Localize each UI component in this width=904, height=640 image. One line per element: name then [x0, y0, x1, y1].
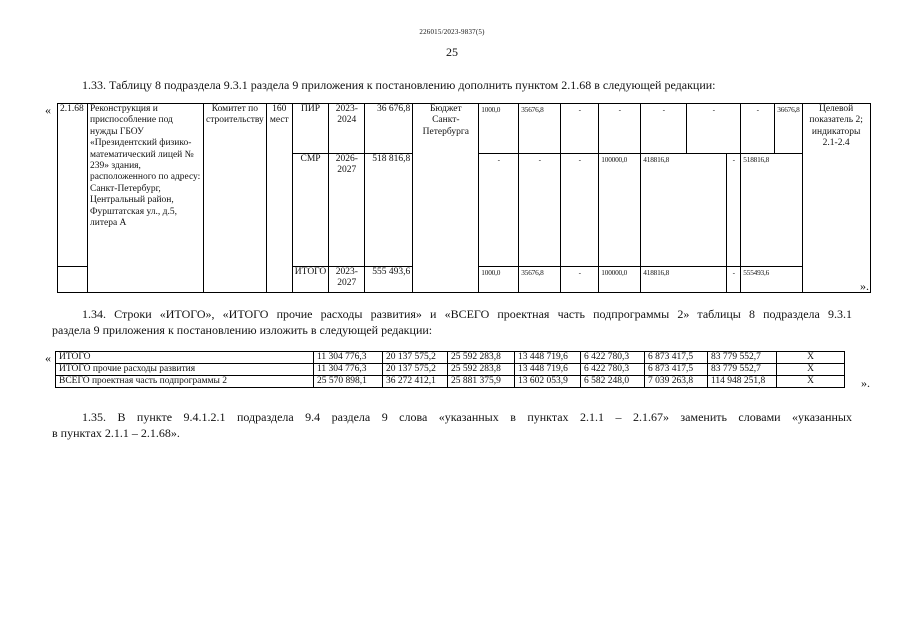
value-cell: 13 448 719,6	[515, 364, 581, 376]
row-label: ВСЕГО проектная часть подпрограммы 2	[56, 376, 314, 388]
object-name: Реконструкция и приспособление под нужды ГБОУ «Президентский физико-математический лицей № 239» здания, расположенного по адресу: Санкт-Петербург, Центральный район, Фурштатская ул., д.5, литера А	[88, 104, 204, 293]
itogo-period: 2023-2027	[329, 267, 365, 293]
paragraph-1-34-line2: раздела 9 приложения к постановлению изложить в следующей редакции:	[52, 323, 433, 337]
work-type-smr: СМР	[292, 154, 329, 267]
capacity: 160 мест	[266, 104, 292, 293]
period-smr: 2026-2027	[329, 154, 365, 267]
value-cell: 25 592 283,8	[448, 364, 515, 376]
smr-cell: -	[561, 154, 599, 267]
value-cell: 6 422 780,3	[581, 364, 645, 376]
itogo-total: 555 493,6	[365, 267, 413, 293]
work-type-pir: ПИР	[292, 104, 329, 154]
pir-cell: 1000,0	[479, 104, 519, 154]
table-row	[56, 364, 845, 376]
open-quote: «	[45, 351, 51, 365]
total-pir: 36 676,8	[365, 104, 413, 154]
value-cell: 6 873 417,5	[645, 364, 708, 376]
document-code: 226015/2023-9837(5)	[419, 28, 485, 36]
total-smr: 518 816,8	[365, 154, 413, 267]
itogo-cell: 100000,0	[599, 267, 641, 293]
value-cell: 6 582 248,0	[581, 376, 645, 388]
row-label: ИТОГО прочие расходы развития	[56, 364, 314, 376]
item-code: 2.1.68	[58, 104, 88, 267]
paragraph-1-34	[52, 306, 852, 338]
value-cell: 13 448 719,6	[515, 352, 581, 364]
pir-cell: -	[741, 104, 775, 154]
pir-cell: -	[599, 104, 641, 154]
paragraph-1-35-line2: в пунктах 2.1.1 – 2.1.68».	[52, 426, 180, 440]
paragraph-1-34-line1: 1.34. Строки «ИТОГО», «ИТОГО прочие расходы развития» и «ВСЕГО проектная часть подпрограммы 2» таблицы 8 подраздела 9.3.1	[82, 307, 852, 321]
itogo-cell: 555493,6	[741, 267, 802, 293]
target-indicator: Целевой показатель 2; индикаторы 2.1-2.4	[802, 104, 870, 293]
value-cell: 11 304 776,3	[314, 352, 383, 364]
value-cell: 25 570 898,1	[314, 376, 383, 388]
paragraph-1-35-line1: 1.35. В пункте 9.4.1.2.1 подраздела 9.4 раздела 9 слова «указанных в пунктах 2.1.1 – 2.1.67» заменить словами «указанных	[82, 410, 852, 424]
value-cell: 20 137 575,2	[383, 364, 448, 376]
value-cell: 25 881 375,9	[448, 376, 515, 388]
page-number: 25	[446, 45, 458, 59]
itogo-label: ИТОГО	[292, 267, 329, 293]
row-label: ИТОГО	[56, 352, 314, 364]
value-cell: 83 779 552,7	[708, 352, 777, 364]
smr-cell: 418816,8	[641, 154, 727, 267]
itogo-cell: -	[727, 267, 741, 293]
value-cell: 83 779 552,7	[708, 364, 777, 376]
value-cell: 7 039 263,8	[645, 376, 708, 388]
smr-cell: 100000,0	[599, 154, 641, 267]
blank-cell	[58, 267, 88, 293]
paragraph-1-33: 1.33. Таблицу 8 подраздела 9.3.1 раздела 9 приложения к постановлению дополнить пунктом 2.1.68 в следующей редакции:	[82, 78, 716, 92]
table-item-2-1-68	[57, 103, 871, 293]
itogo-cell: 1000,0	[479, 267, 519, 293]
responsible-committee: Комитет по строительству	[204, 104, 267, 293]
value-cell: 11 304 776,3	[314, 364, 383, 376]
open-quote: «	[45, 103, 51, 117]
smr-cell: -	[727, 154, 741, 267]
value-cell: 25 592 283,8	[448, 352, 515, 364]
smr-cell: 518816,8	[741, 154, 802, 267]
value-cell: 36 272 412,1	[383, 376, 448, 388]
value-cell: Х	[777, 376, 845, 388]
pir-cell: -	[641, 104, 687, 154]
smr-cell: -	[479, 154, 519, 267]
smr-cell: -	[519, 154, 561, 267]
itogo-cell: 35676,8	[519, 267, 561, 293]
paragraph-1-35	[52, 409, 852, 441]
pir-cell: 36676,8	[775, 104, 802, 154]
value-cell: 114 948 251,8	[708, 376, 777, 388]
pir-cell: -	[561, 104, 599, 154]
period-pir: 2023-2024	[329, 104, 365, 154]
value-cell: 13 602 053,9	[515, 376, 581, 388]
value-cell: Х	[777, 364, 845, 376]
funding-source: Бюджет Санкт-Петербурга	[413, 104, 479, 293]
value-cell: 6 422 780,3	[581, 352, 645, 364]
table-totals	[55, 351, 845, 388]
close-quote: ».	[860, 279, 869, 293]
itogo-cell: -	[561, 267, 599, 293]
value-cell: Х	[777, 352, 845, 364]
pir-cell: -	[687, 104, 741, 154]
close-quote: ».	[861, 376, 870, 390]
value-cell: 6 873 417,5	[645, 352, 708, 364]
pir-cell: 35676,8	[519, 104, 561, 154]
itogo-cell: 418816,8	[641, 267, 727, 293]
value-cell: 20 137 575,2	[383, 352, 448, 364]
table-row	[56, 376, 845, 388]
table-row	[56, 352, 845, 364]
